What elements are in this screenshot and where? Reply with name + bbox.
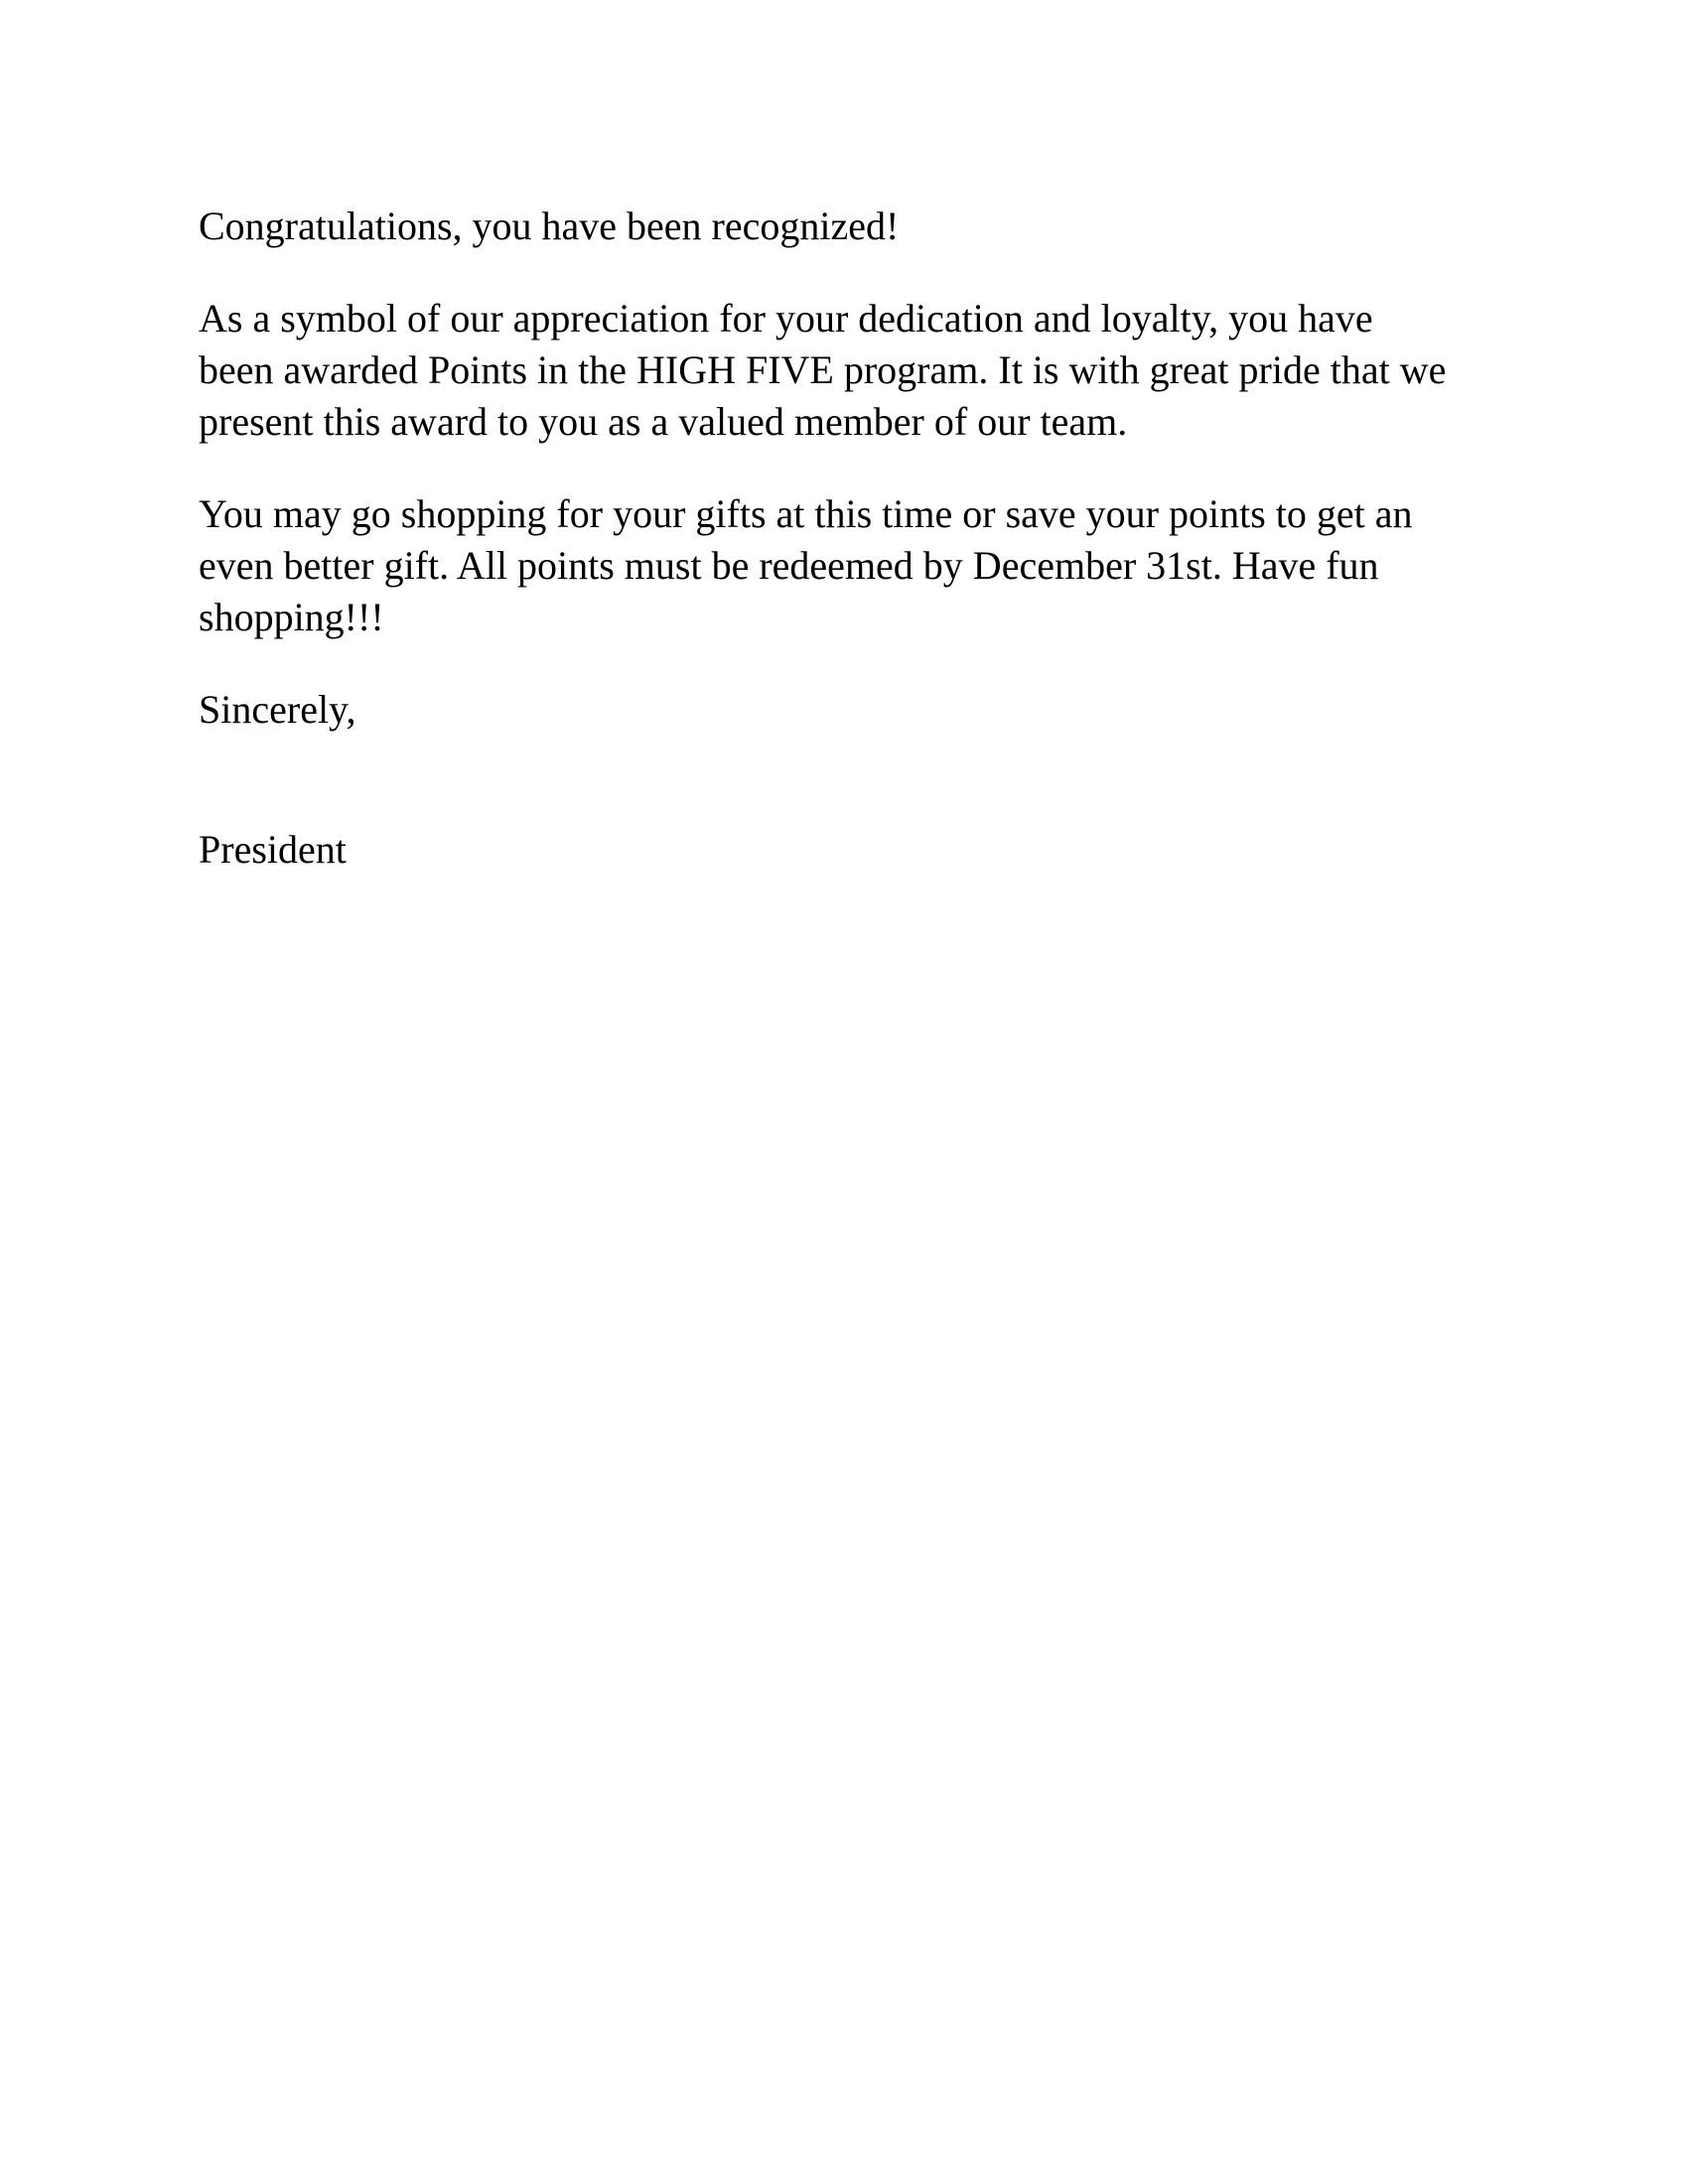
award-paragraph-line-2: been awarded Points in the HIGH FIVE program. It is with great pride that we xyxy=(199,347,1447,392)
award-paragraph-line-3: present this award to you as a valued member of our team. xyxy=(199,399,1128,444)
signature-title-paragraph xyxy=(199,824,1489,876)
shopping-paragraph-line-1: You may go shopping for your gifts at this time or save your points to get an xyxy=(199,491,1413,536)
closing-text: Sincerely, xyxy=(199,687,356,732)
award-paragraph xyxy=(199,293,1489,448)
greeting-text: Congratulations, you have been recognized! xyxy=(199,204,900,248)
signature-title-text: President xyxy=(199,827,347,872)
greeting-paragraph xyxy=(199,201,1489,252)
closing-paragraph xyxy=(199,684,1489,736)
shopping-paragraph-line-2: even better gift. All points must be redeemed by December 31st. Have fun xyxy=(199,543,1379,588)
shopping-paragraph-line-3: shopping!!! xyxy=(199,595,384,639)
award-paragraph-line-1: As a symbol of our appreciation for your dedication and loyalty, you have xyxy=(199,296,1373,341)
shopping-paragraph xyxy=(199,488,1489,643)
signature-space xyxy=(199,776,1489,824)
